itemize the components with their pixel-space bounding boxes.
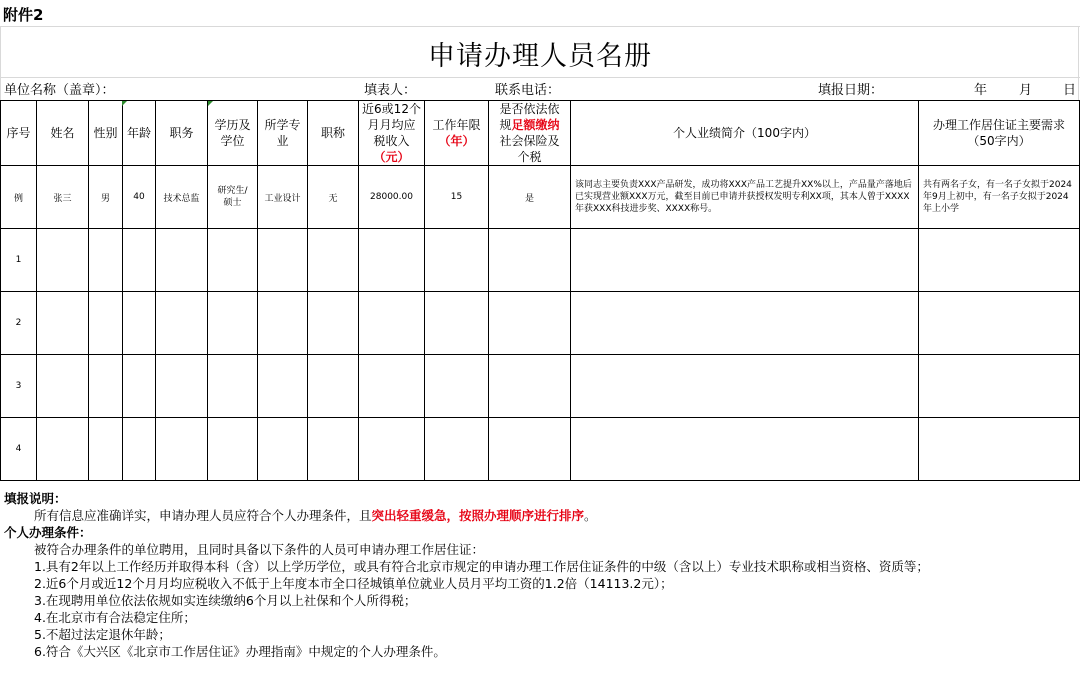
header-age: 年龄 xyxy=(123,101,156,166)
table-cell[interactable] xyxy=(208,418,258,481)
table-cell[interactable] xyxy=(919,418,1080,481)
table-cell[interactable] xyxy=(425,355,489,418)
row-number[interactable]: 3 xyxy=(1,355,37,418)
table-cell[interactable] xyxy=(359,292,425,355)
phone-label: 联系电话： xyxy=(495,83,561,98)
table-cell[interactable] xyxy=(919,355,1080,418)
header-social-line2a: 规 xyxy=(499,118,512,132)
condition-item: 4.在北京市有合法稳定住所； xyxy=(34,610,196,625)
table-cell[interactable] xyxy=(37,418,89,481)
table-cell[interactable] xyxy=(258,355,308,418)
table-cell[interactable] xyxy=(919,292,1080,355)
table-cell[interactable] xyxy=(489,418,571,481)
header-education-line2: 学位 xyxy=(220,134,245,148)
header-social-line2 xyxy=(489,117,570,133)
table-cell[interactable] xyxy=(489,292,571,355)
table-cell[interactable] xyxy=(156,418,208,481)
header-income-line3: 税收入 xyxy=(373,134,410,148)
example-income[interactable]: 28000.00 xyxy=(359,166,425,229)
header-title: 职称 xyxy=(308,101,359,166)
notes-line1-emphasis: 突出轻重缓急，按照办理顺序进行排序 xyxy=(371,508,585,523)
header-social-line3: 社会保险及 xyxy=(499,134,560,148)
table-cell[interactable] xyxy=(258,292,308,355)
comment-indicator-icon[interactable] xyxy=(208,101,213,106)
table-cell[interactable] xyxy=(359,418,425,481)
example-age[interactable]: 40 xyxy=(123,166,156,229)
date-label: 填报日期： xyxy=(818,83,884,98)
table-row xyxy=(1,355,1080,418)
header-achievement: 个人业绩简介（100字内） xyxy=(571,101,919,166)
unit-name-label: 单位名称（盖章）： xyxy=(4,83,115,98)
table-cell[interactable] xyxy=(156,292,208,355)
table-cell[interactable] xyxy=(359,229,425,292)
table-cell[interactable] xyxy=(89,229,123,292)
table-cell[interactable] xyxy=(258,229,308,292)
date-month: 月 xyxy=(1019,83,1033,98)
example-major[interactable]: 工业设计 xyxy=(258,166,308,229)
example-education[interactable] xyxy=(208,166,258,229)
example-row xyxy=(1,166,1080,229)
notes-heading: 填报说明： xyxy=(4,491,67,506)
table-cell[interactable] xyxy=(156,229,208,292)
notes-section xyxy=(4,490,929,660)
header-income-line1: 近6或12个 xyxy=(362,102,421,116)
header-name: 姓名 xyxy=(37,101,89,166)
condition-item: 2.近6个月或近12个月月均应税收入不低于上年度本市全口径城镇单位就业人员月平均工资的1.2倍（14113.2元）； xyxy=(34,576,673,591)
header-social-line2b: 足额缴纳 xyxy=(511,118,560,132)
table-cell[interactable] xyxy=(89,292,123,355)
example-gender[interactable]: 男 xyxy=(89,166,123,229)
header-education-line1: 学历及 xyxy=(214,118,251,132)
header-income-unit: （元） xyxy=(373,150,410,164)
example-years[interactable]: 15 xyxy=(425,166,489,229)
table-cell[interactable] xyxy=(89,418,123,481)
filler-label: 填表人： xyxy=(364,83,417,98)
table-cell[interactable] xyxy=(208,355,258,418)
condition-item: 1.具有2年以上工作经历并取得本科（含）以上学历学位，或具有符合北京市规定的申请办理工作居住证条件的中级（含以上）专业技术职称或相当资格、资质等； xyxy=(34,559,929,574)
table-cell[interactable] xyxy=(258,418,308,481)
table-cell[interactable] xyxy=(571,292,919,355)
example-education-line2: 硕士 xyxy=(223,198,242,208)
table-cell[interactable] xyxy=(571,418,919,481)
notes-line1-c: 。 xyxy=(584,508,597,523)
table-cell[interactable] xyxy=(123,418,156,481)
header-position: 职务 xyxy=(156,101,208,166)
table-cell[interactable] xyxy=(308,355,359,418)
example-name[interactable]: 张三 xyxy=(37,166,89,229)
table-cell[interactable] xyxy=(37,355,89,418)
header-major-line2: 业 xyxy=(276,134,289,148)
table-cell[interactable] xyxy=(123,229,156,292)
date-year: 年 xyxy=(974,83,988,98)
header-social-line4: 个税 xyxy=(517,150,542,164)
header-no: 序号 xyxy=(1,101,37,166)
example-social[interactable]: 是 xyxy=(489,166,571,229)
condition-item: 6.符合《大兴区《北京市工作居住证》办理指南》中规定的个人办理条件。 xyxy=(34,644,446,659)
header-gender: 性别 xyxy=(89,101,123,166)
conditions-intro: 被符合办理条件的单位聘用，且同时具备以下条件的人员可申请办理工作居住证： xyxy=(34,542,485,557)
table-cell[interactable] xyxy=(425,418,489,481)
table-cell[interactable] xyxy=(89,355,123,418)
table-cell[interactable] xyxy=(208,229,258,292)
page-title: 申请办理人员名册 xyxy=(428,41,652,72)
condition-item: 3.在现聘用单位依法依规如实连续缴纳6个月以上社保和个人所得税； xyxy=(34,593,417,608)
header-years-line1: 工作年限 xyxy=(432,118,481,132)
header-income-line2: 月月均应 xyxy=(367,118,416,132)
table-cell[interactable] xyxy=(308,229,359,292)
header-education xyxy=(208,101,258,166)
table-cell[interactable] xyxy=(37,229,89,292)
table-row xyxy=(1,229,1080,292)
row-number[interactable]: 1 xyxy=(1,229,37,292)
header-needs-line2: （50字内） xyxy=(967,134,1031,148)
table-cell[interactable] xyxy=(425,229,489,292)
condition-item: 5.不超过法定退休年龄； xyxy=(34,627,171,642)
header-income xyxy=(359,101,425,166)
table-cell[interactable] xyxy=(156,355,208,418)
notes-line1 xyxy=(4,507,929,524)
table-row xyxy=(1,292,1080,355)
attachment-label: 附件2 xyxy=(3,6,44,24)
header-years xyxy=(425,101,489,166)
table-cell[interactable] xyxy=(308,418,359,481)
example-no[interactable]: 例 xyxy=(1,166,37,229)
roster-table xyxy=(0,100,1080,481)
table-cell[interactable] xyxy=(489,355,571,418)
table-cell[interactable] xyxy=(37,292,89,355)
header-major-line1: 所学专 xyxy=(264,118,301,132)
example-achievement[interactable]: 该同志主要负责XXX产品研发，成功将XXX产品工艺提升XX%以上，产品量产落地后已实现营业额XXX万元，截至目前已申请并获授权发明专利XX项，其本人曾于XXXX年获XXX科技进步奖、XXXX称号。 xyxy=(571,166,919,229)
example-position[interactable]: 技术总监 xyxy=(156,166,208,229)
header-row xyxy=(1,101,1080,166)
table-row xyxy=(1,418,1080,481)
table-cell[interactable] xyxy=(208,292,258,355)
row-number[interactable]: 2 xyxy=(1,292,37,355)
header-needs-line1: 办理工作居住证主要需求 xyxy=(932,118,1065,132)
example-education-line1: 研究生/ xyxy=(217,186,248,196)
conditions-heading: 个人办理条件： xyxy=(4,525,92,540)
header-years-unit: （年） xyxy=(438,134,475,148)
comment-indicator-icon[interactable] xyxy=(122,101,127,106)
header-needs xyxy=(919,101,1080,166)
example-needs[interactable]: 共有两名子女，有一名子女拟于2024年9月上初中，有一名子女拟于2024年上小学 xyxy=(919,166,1080,229)
example-title[interactable]: 无 xyxy=(308,166,359,229)
row-number[interactable]: 4 xyxy=(1,418,37,481)
table-cell[interactable] xyxy=(123,355,156,418)
notes-line1-a: 所有信息应准确详实，申请办理人员应符合个人办理条件，且 xyxy=(34,508,372,523)
table-cell[interactable] xyxy=(308,292,359,355)
table-cell[interactable] xyxy=(571,355,919,418)
table-cell[interactable] xyxy=(571,229,919,292)
table-cell[interactable] xyxy=(489,229,571,292)
table-cell[interactable] xyxy=(123,292,156,355)
header-major xyxy=(258,101,308,166)
table-cell[interactable] xyxy=(425,292,489,355)
date-day: 日 xyxy=(1063,83,1077,98)
table-cell[interactable] xyxy=(919,229,1080,292)
header-social-line1: 是否依法依 xyxy=(499,102,560,116)
header-social xyxy=(489,101,571,166)
table-cell[interactable] xyxy=(359,355,425,418)
